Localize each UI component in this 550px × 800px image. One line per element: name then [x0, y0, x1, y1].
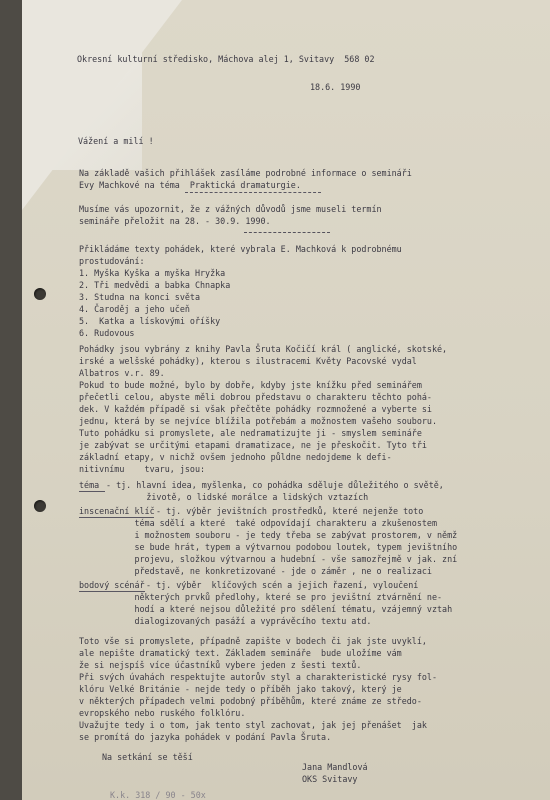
closing-line: Při svých úvahách respektujte autorův styl a charakteristické rysy fol- — [79, 672, 437, 682]
footer-code: K.k. 318 / 90 - 50x — [110, 790, 206, 800]
story-item: 4. Čaroděj a jeho učeň — [79, 304, 190, 314]
stage-text: - tj. výběr klíčových scén a jejich řazení, vyloučení — [146, 580, 419, 590]
closing-line: Uvažujte tedy i o tom, jak tento styl zachovat, jak jej přenášet jak — [79, 720, 427, 730]
farewell: Na setkání se těší — [102, 752, 193, 762]
story-item: 5. Katka a lískovými oříšky — [79, 316, 221, 326]
stage-text: projevu, složkou výtvarnou a hudební - vše samozřejmě v jak. zní — [79, 554, 458, 564]
body-line: jednu, která by se nejvíce blížila potřebám a možnostem vašeho souboru. — [79, 416, 437, 426]
closing-line: že si nejspíš více účastníků vybere jeden z šesti textů. — [79, 660, 362, 670]
greeting: Vážení a milí ! — [78, 136, 154, 146]
intro-line: Evy Machkové na téma Praktická dramaturgie. — [79, 180, 301, 190]
closing-line: v některých případech velmi podobný příběhům, které známe ze středo- — [79, 696, 422, 706]
body-line: irské a welšské pohádky), kterou s ilustracemi Květy Pacovské vydal — [79, 356, 417, 366]
stage-text: životě, o lidské morálce a lidských vztazích — [106, 492, 369, 502]
stage-text: i možnostem souboru - je tedy třeba se zabývat prostorem, v němž — [79, 530, 458, 540]
stage-text: - tj. výběr jevištních prostředků, které nejenže toto — [156, 506, 424, 516]
stage-term: téma — [79, 480, 100, 490]
stage-text: hodí a které nejsou důležité pro sdělení tématu, vzájemný vztah — [79, 604, 453, 614]
stage-term: bodový scénář — [79, 580, 145, 590]
body-line: základní etapy, v nichž ovšem jednoho půldne nedojdeme k defi- — [79, 452, 392, 462]
stage-text: představě, ne konkretizované - jde o záměr , ne o realizaci — [79, 566, 432, 576]
closing-line: se promítá do jazyka pohádek v podání Pavla Šruta. — [79, 732, 332, 742]
closing-line: evropského nebo ruského folklóru. — [79, 708, 246, 718]
stories-intro: Přikládáme texty pohádek, které vybrala E. Machková k podrobnému — [79, 244, 402, 254]
body-line: Pohádky jsou vybrány z knihy Pavla Šruta Kočičí král ( anglické, skotské, — [79, 344, 448, 354]
stage-text: - tj. hlavní idea, myšlenka, co pohádka sděluje důležitého o světě, — [106, 480, 444, 490]
body-line: je zabývat se určitými etapami dramatizace, ne je přeskočit. Tyto tři — [79, 440, 427, 450]
body-line: Tuto pohádku si promyslete, ale nedramatizujte ji - smyslem semináře — [79, 428, 422, 438]
story-item: 2. Tři medvědi a babka Chnapka — [79, 280, 231, 290]
punch-hole — [34, 288, 46, 300]
intro-line: Na základě vašich přihlášek zasíláme podrobné informace o semináři — [79, 168, 412, 178]
notice-line: semináře přeložit na 28. - 30.9. 1990. — [79, 216, 271, 226]
closing-line: ale nepište dramatický text. Základem semináře bude uložíme vám — [79, 648, 402, 658]
stage-term: inscenační klíč — [79, 506, 155, 516]
closing-line: Toto vše si promyslete, případně zapište v bodech či jak jste uvyklí, — [79, 636, 427, 646]
sender-address: Okresní kulturní středisko, Máchova alej 1, Svitavy 568 02 — [77, 54, 375, 64]
separator-line — [244, 232, 330, 233]
punch-hole — [34, 500, 46, 512]
notice-line: Musíme vás upozornit, že z vážných důvodů jsme museli termín — [79, 204, 382, 214]
stage-text: dialogizovaných pasáží a vyprávěcího textu atd. — [79, 616, 372, 626]
signature-name: Jana Mandlová — [302, 762, 368, 772]
signature-org: OKS Svitavy — [302, 774, 358, 784]
stage-text: se bude hrát, typem a výtvarnou podobou loutek, typem jevištního — [79, 542, 458, 552]
stage-text: některých prvků předlohy, které se pro jevištní ztvárnění ne- — [79, 592, 443, 602]
body-line: nitivnímu tvaru, jsou: — [79, 464, 206, 474]
letter-date: 18.6. 1990 — [310, 82, 361, 92]
closing-line: klóru Velké Británie - nejde tedy o příběh jako takový, který je — [79, 684, 402, 694]
body-line: Albatros v.r. 89. — [79, 368, 165, 378]
body-line: Pokud to bude možné, bylo by dobře, kdyby jste knížku před seminářem — [79, 380, 422, 390]
body-line: dek. V každém případě si však přečtěte pohádky rozmnožené a vyberte si — [79, 404, 432, 414]
stage-text: téma sdělí a které také odpovídají charakteru a zkušenostem — [79, 518, 437, 528]
topic-underline — [185, 192, 321, 193]
letter-sheet — [22, 0, 550, 800]
story-item: 1. Myška Kyška a myška Hryžka — [79, 268, 226, 278]
story-item: 6. Rudovous — [79, 328, 135, 338]
body-line: přečetli celou, abyste měli dobrou představu o charakteru těchto pohá- — [79, 392, 432, 402]
story-item: 3. Studna na konci světa — [79, 292, 201, 302]
stories-intro: prostudování: — [79, 256, 145, 266]
